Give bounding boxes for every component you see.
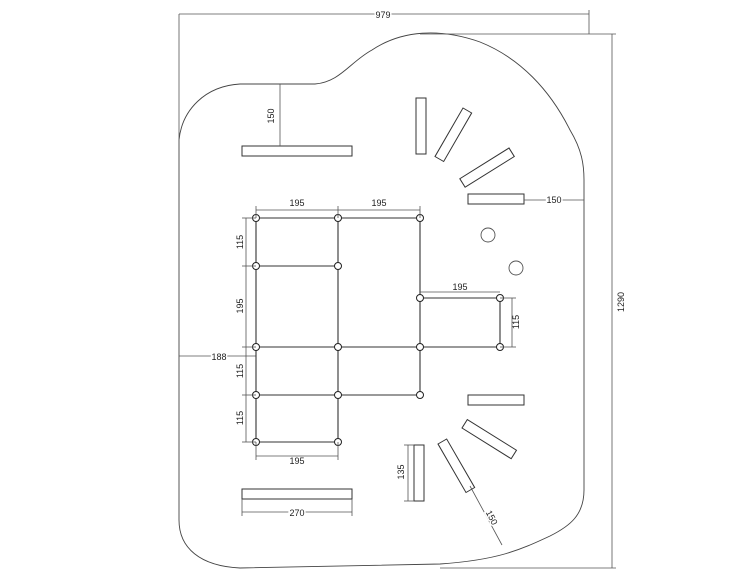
bottom-bench-length-label: 270 xyxy=(289,508,305,518)
top-bench-depth-label: 150 xyxy=(266,108,276,124)
planter-circle-1 xyxy=(481,228,495,242)
right-bench-depth-dimension xyxy=(524,195,584,205)
lower-fan-bench-2 xyxy=(438,439,475,492)
post xyxy=(417,392,424,399)
grid-top-col2-label: 195 xyxy=(371,198,387,208)
grid-top-col1-label: 195 xyxy=(289,198,305,208)
post xyxy=(417,295,424,302)
post xyxy=(335,263,342,270)
top-bench-depth-dimension xyxy=(266,84,280,146)
overall-width-dimension xyxy=(179,10,589,140)
upper-fan-bench-2 xyxy=(435,108,472,161)
grid-left-dimensions xyxy=(235,218,256,442)
upper-fan-bench-3 xyxy=(460,148,514,187)
annex-dimensions xyxy=(420,282,521,347)
bottom-bench-depth-dimension xyxy=(396,445,414,501)
overall-height-label: 1290 xyxy=(616,291,626,313)
upper-fan-bench-1 xyxy=(416,98,426,154)
post xyxy=(417,344,424,351)
post xyxy=(335,392,342,399)
grid-bottom-dimension xyxy=(256,442,338,466)
row1-height-label: 115 xyxy=(235,234,245,250)
row3-height-label: 115 xyxy=(235,363,245,379)
row4-height-label: 115 xyxy=(235,410,245,426)
left-offset-label: 188 xyxy=(211,352,227,362)
row2-height-label: 195 xyxy=(235,298,245,314)
right-bench-depth-label: 150 xyxy=(546,195,562,205)
bottom-bench xyxy=(242,489,352,499)
grid-top-dimensions xyxy=(256,198,420,218)
annex-width-label: 195 xyxy=(452,282,468,292)
right-bench xyxy=(468,194,524,204)
bottom-bench-length-dimension xyxy=(242,499,352,518)
annex-height-label: 115 xyxy=(511,314,521,330)
structure-posts xyxy=(253,215,504,446)
main-structure-outline xyxy=(256,218,500,442)
left-offset-dimension xyxy=(179,352,256,362)
top-bench xyxy=(242,146,352,156)
lower-fan-bench-1 xyxy=(462,420,516,459)
overall-height-dimension xyxy=(420,34,626,568)
lower-right-bench xyxy=(468,395,524,405)
main-structure xyxy=(256,218,500,442)
lower-right-bench-depth-label: 150 xyxy=(483,508,500,527)
planter-circle-2 xyxy=(509,261,523,275)
bottom-bench-depth-label: 135 xyxy=(396,464,406,480)
post xyxy=(335,344,342,351)
lower-fan-bench-3 xyxy=(414,445,424,501)
lower-right-bench-depth-dimension xyxy=(470,486,502,545)
grid-bottom-col-label: 195 xyxy=(289,456,305,466)
overall-width-label: 979 xyxy=(375,10,391,20)
